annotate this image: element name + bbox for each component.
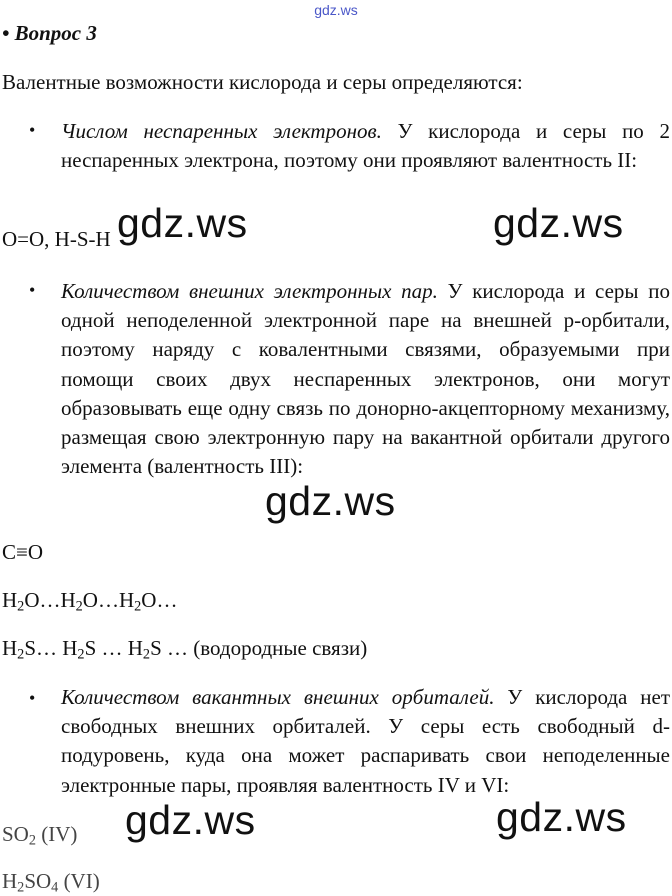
intro-text: Валентные возможности кислорода и серы определяются: <box>2 70 523 94</box>
item-3 <box>61 683 670 800</box>
formula-water-hydrogen-bonds: $H_2O\dots H_2O\dots H_2O\dots$ <box>2 588 178 615</box>
formula-h2s-hydrogen-bonds: $H_2S\dots$ $H_2S$ … $H_2S$ … (водородные связи) <box>2 636 368 663</box>
watermark-5: gdz.ws <box>496 794 627 840</box>
item-1-text: У кислорода и серы по 2 неспаренных электрона, поэтому они проявляют валентность II: <box>61 119 670 173</box>
bullet-3: • <box>29 688 36 708</box>
item-2-lead: Количеством внешних электронных пар. <box>61 279 438 303</box>
item-3-lead: Количеством вакантных внешних орбиталей. <box>61 685 495 709</box>
bullet-2: • <box>29 280 36 300</box>
item-1-lead: Числом неспаренных электронов. <box>61 119 382 143</box>
formula-oxygen-hydrogen-sulfide: O=O, H-S-H <box>2 227 111 251</box>
formula-so2: $SO_2$ (IV) <box>2 822 78 849</box>
watermark-3: gdz.ws <box>265 478 396 524</box>
item-2 <box>61 277 670 481</box>
item-2-text: У кислорода и серы по одной неподеленной электронной паре на внешней p-орбитали, поэтому наряду с ковалентными связями, образуемыми при помощи своих двух неспаренных электронов, они могут образовывать еще одну связь по донорно-акцепторному механизму, размещая свою электронную пару на вакантной орбитали другого элемента (валентность III): <box>61 279 670 479</box>
formula-carbon-monoxide: C≡O <box>2 540 44 564</box>
item-1 <box>61 117 670 175</box>
watermark-2: gdz.ws <box>493 200 624 246</box>
item-3-text: У кислорода нет свободных внешних орбиталей. У серы есть свободный d-подуровень, куда она может распаривать свои неподеленные электронные пары, проявляя валентность IV и VI: <box>61 685 671 797</box>
question-title: • Вопрос 3 <box>2 21 97 45</box>
watermark-4: gdz.ws <box>125 797 256 843</box>
header-watermark: gdz.ws <box>314 2 358 18</box>
watermark-1: gdz.ws <box>117 200 248 246</box>
formula-h2so4: $H_2SO_4$ (VI) <box>2 869 100 896</box>
bullet-1: • <box>29 120 36 140</box>
